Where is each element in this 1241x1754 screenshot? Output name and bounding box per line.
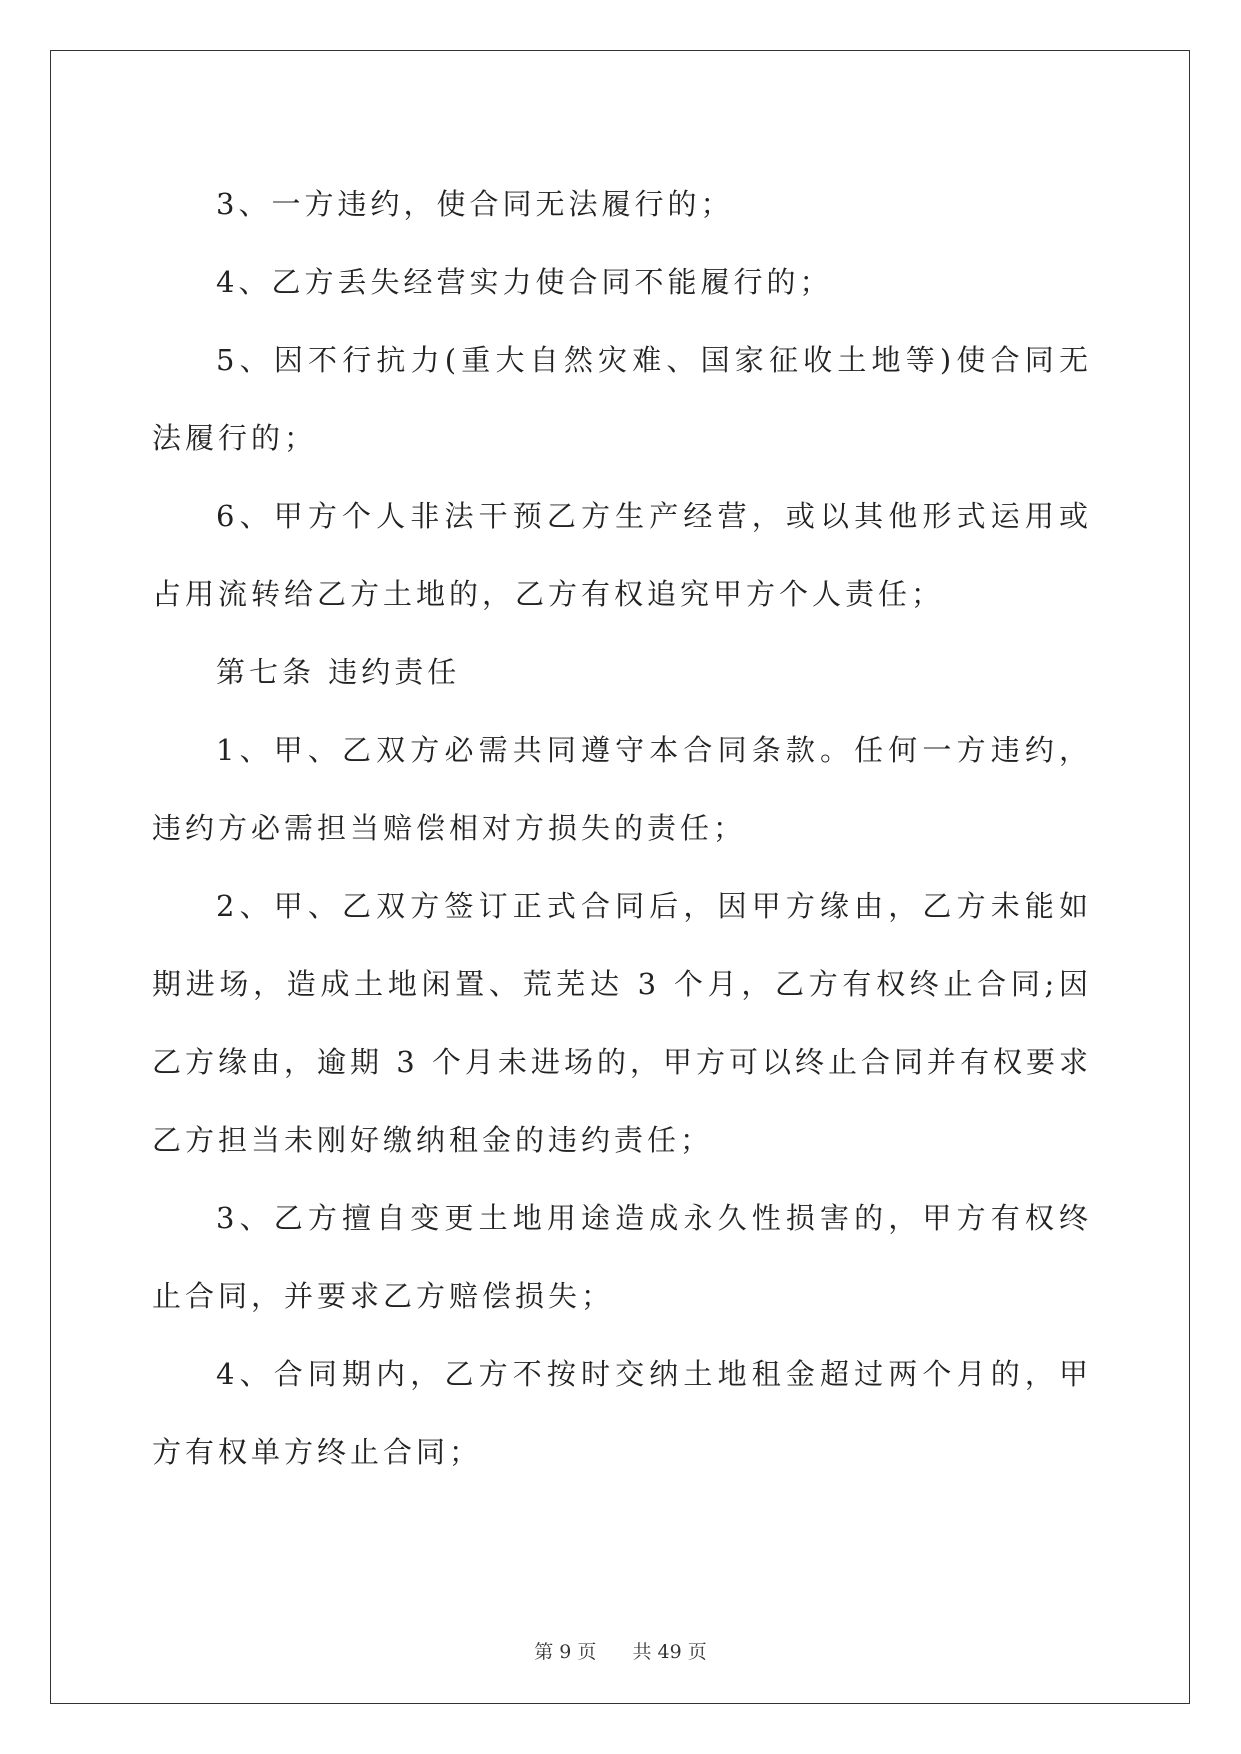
- total-page-count: 共 49 页: [632, 1641, 707, 1663]
- page-footer: [0, 1637, 1241, 1664]
- current-page-number: 第 9 页: [534, 1641, 597, 1663]
- clause-4-capacity-loss: 4、乙方丢失经营实力使合同不能履行的；: [216, 265, 833, 299]
- liability-clause-4: 4、合同期内，乙方不按时交纳土地租金超过两个月的，甲方有权单方终止合同；: [152, 1357, 1092, 1469]
- liability-clause-2: 2、甲、乙双方签订正式合同后，因甲方缘由，乙方未能如期进场，造成土地闲置、荒芜达 3 个月，乙方有权终止合同;因乙方缘由，逾期 3 个月未进场的，甲方可以终止合同并有权要求乙方担当未刚好缴纳租金的违约责任；: [152, 889, 1092, 1157]
- clause-3-breach: 3、一方违约，使合同无法履行的；: [216, 187, 734, 221]
- liability-clause-3: 3、乙方擅自变更土地用途造成永久性损害的，甲方有权终止合同，并要求乙方赔偿损失；: [152, 1201, 1092, 1313]
- clause-5-force-majeure: 5、因不行抗力(重大自然灾难、国家征收土地等)使合同无法履行的；: [152, 343, 1092, 455]
- liability-clause-1: 1、甲、乙双方必需共同遵守本合同条款。任何一方违约，违约方必需担当赔偿相对方损失的责任；: [152, 733, 1092, 845]
- document-body: [152, 165, 1092, 1491]
- article-7-heading: 第七条 违约责任: [216, 655, 461, 689]
- clause-6-interference: 6、甲方个人非法干预乙方生产经营，或以其他形式运用或占用流转给乙方土地的，乙方有权追究甲方个人责任；: [152, 499, 1092, 611]
